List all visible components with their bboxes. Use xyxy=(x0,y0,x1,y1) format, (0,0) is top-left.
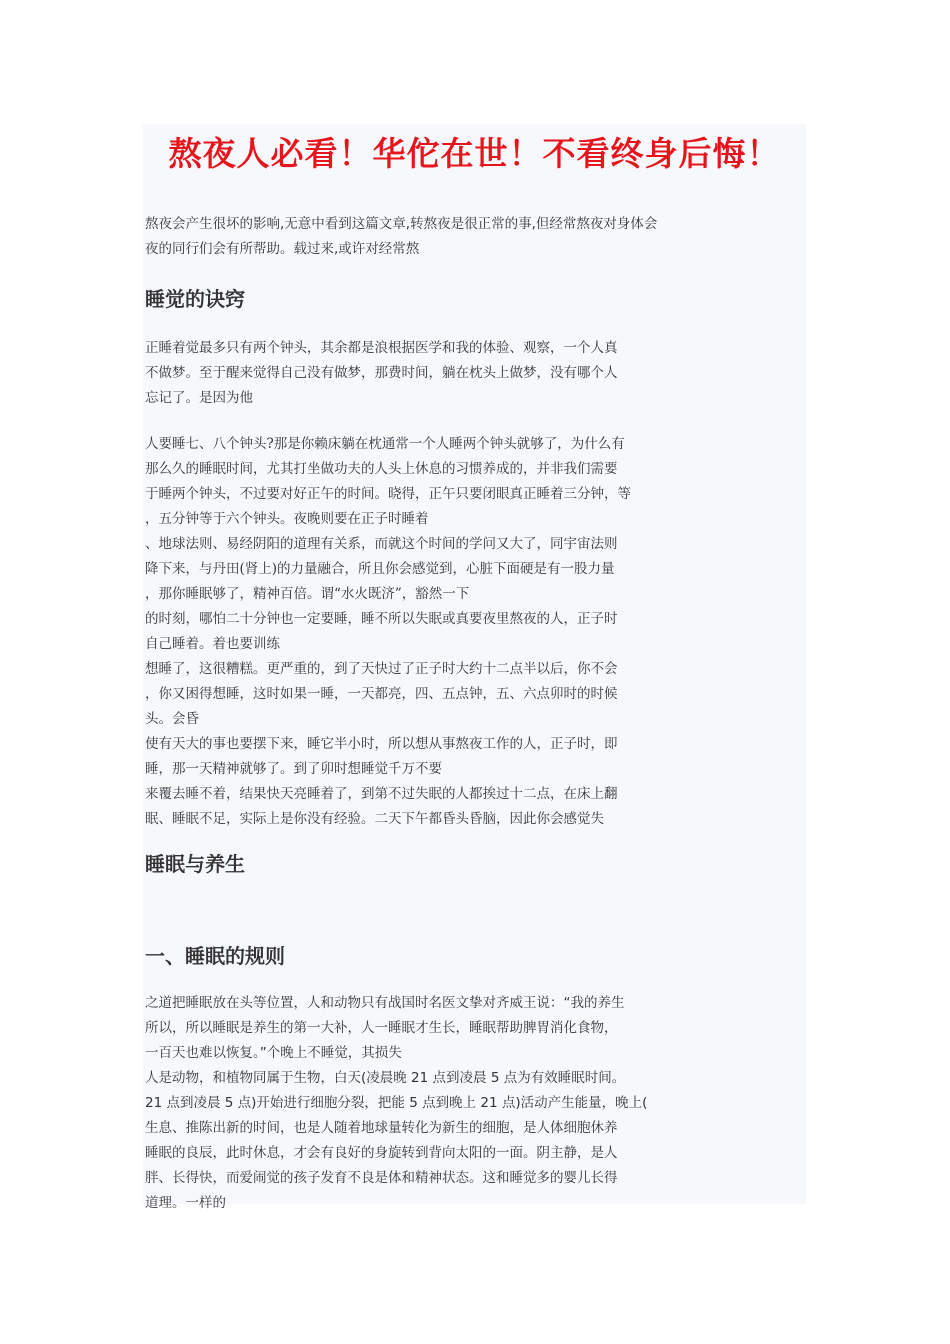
intro-paragraph xyxy=(145,212,806,262)
section-heading-sleep-health: 睡眠与养生 xyxy=(145,852,245,876)
paragraph-line: 那么久的睡眠时间，尤其打坐做功夫的人头上休息的习惯养成的，并非我们需要 xyxy=(145,461,618,477)
paragraph-line: 一百天也难以恢复。”个晚上不睡觉，其损失 xyxy=(145,1045,402,1061)
paragraph-line: 、地球法则、易经阴阳的道理有关系，而就这个时间的学问又大了，同宇宙法则 xyxy=(145,536,618,552)
paragraph-line: 21 点到凌晨 5 点)开始进行细胞分裂，把能 5 点到晚上 21 点)活动产生能量，晚上( xyxy=(145,1095,648,1111)
paragraph-line: 来覆去睡不着，结果快天亮睡着了，到第不过失眠的人都挨过十二点，在床上翻 xyxy=(145,786,618,802)
paragraph-line: 自己睡着。着也要训练 xyxy=(145,636,280,652)
paragraph-line: 生息、推陈出新的时间，也是人随着地球量转化为新生的细胞，是人体细胞休养 xyxy=(145,1120,618,1136)
section3-paragraph xyxy=(145,991,806,1216)
article-container xyxy=(143,124,806,1211)
paragraph-line: 睡眠的良辰，此时休息，才会有良好的身旋转到背向太阳的一面。阴主静，是人 xyxy=(145,1145,618,1161)
paragraph-line: ，你又困得想睡，这时如果一睡，一天都亮，四、五点钟，五、六点卯时的时候 xyxy=(145,686,618,702)
article-title: 熬夜人必看！华佗在世！不看终身后悔！ xyxy=(168,134,781,173)
paragraph-line: ，五分钟等于六个钟头。夜晚则要在正子时睡着 xyxy=(145,511,429,527)
paragraph-line: 胖、长得快，而爱闹觉的孩子发育不良是体和精神状态。这和睡觉多的婴儿长得 xyxy=(145,1170,618,1186)
paragraph-line: 于睡两个钟头，不过要对好正午的时间。晓得，正午只要闭眼真正睡着三分钟，等 xyxy=(145,486,631,502)
paragraph-line: 使有天大的事也要摆下来，睡它半小时，所以想从事熬夜工作的人，正子时，即 xyxy=(145,736,618,752)
paragraph-line: 眠、睡眠不足，实际上是你没有经验。二天下午都昏头昏脑，因此你会感觉失 xyxy=(145,811,604,827)
paragraph-line: 的时刻，哪怕二十分钟也一定要睡，睡不所以失眠或真要夜里熬夜的人，正子时 xyxy=(145,611,618,627)
section-heading-sleep-rules: 一、睡眠的规则 xyxy=(145,944,285,968)
paragraph-line: 想睡了，这很糟糕。更严重的，到了天快过了正子时大约十二点半以后，你不会 xyxy=(145,661,618,677)
paragraph-line: ，那你睡眠够了，精神百倍。谓“水火既济”，豁然一下 xyxy=(145,586,470,602)
intro-line: 夜的同行们会有所帮助。载过来,或许对经常熬 xyxy=(145,241,420,257)
paragraph-line: 忘记了。是因为他 xyxy=(145,390,253,406)
paragraph-line: 所以，所以睡眠是养生的第一大补，人一睡眠才生长，睡眠帮助脾胃消化食物， xyxy=(145,1020,618,1036)
paragraph-line: 人是动物，和植物同属于生物，白天(凌晨晚 21 点到凌晨 5 点为有效睡眠时间。 xyxy=(145,1070,626,1086)
section1-paragraph-2 xyxy=(145,432,806,832)
paragraph-line: 正睡着觉最多只有两个钟头，其余都是浪根据医学和我的体验、观察，一个人真 xyxy=(145,340,618,356)
paragraph-line: 降下来，与丹田(肾上)的力量融合，所且你会感觉到，心脏下面硬是有一股力量 xyxy=(145,561,615,577)
section1-paragraph-1 xyxy=(145,336,806,411)
section-heading-sleep-tips: 睡觉的诀窍 xyxy=(145,287,245,311)
intro-line: 熬夜会产生很坏的影响,无意中看到这篇文章,转熬夜是很正常的事,但经常熬夜对身体会 xyxy=(145,216,658,232)
paragraph-line: 人要睡七、八个钟头?那是你赖床躺在枕通常一个人睡两个钟头就够了，为什么有 xyxy=(145,436,625,452)
paragraph-line: 之道把睡眠放在头等位置，人和动物只有战国时名医文挚对齐威王说：“我的养生 xyxy=(145,995,625,1011)
paragraph-line: 不做梦。至于醒来觉得自己没有做梦，那费时间，躺在枕头上做梦，没有哪个人 xyxy=(145,365,618,381)
paragraph-line: 道理。一样的 xyxy=(145,1195,226,1211)
paragraph-line: 睡，那一天精神就够了。到了卯时想睡觉千万不要 xyxy=(145,761,442,777)
paragraph-line: 头。会昏 xyxy=(145,711,199,727)
